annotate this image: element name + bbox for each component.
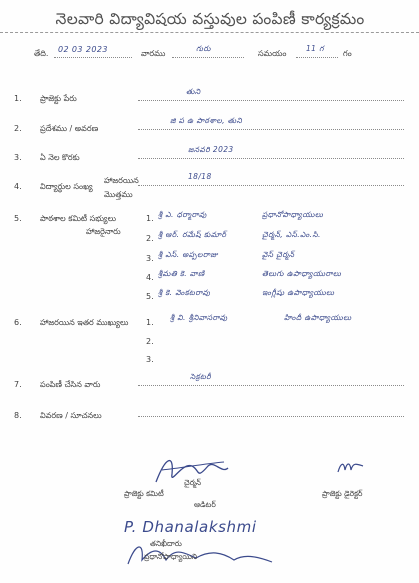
students-present-label: హాజరయిన — [104, 176, 139, 185]
students-total-label: మొత్తము — [104, 190, 133, 199]
row-number: 2. — [14, 124, 22, 133]
committee-member-role: చైర్మన్, ఎస్.ఎం.సి. — [262, 230, 321, 239]
row-label-remarks: వివరణ / సూచనలు — [40, 411, 102, 420]
form-title: నెలవారి విద్యావిషయ వస్తువుల పంపిణీ కార్యక్రమం — [55, 10, 365, 28]
row-number: 1. — [14, 94, 22, 103]
attendee-number: 1. — [146, 318, 154, 327]
month-field — [138, 147, 404, 159]
row-number: 8. — [14, 411, 22, 420]
committee-member-name: శ్రీ ఆర్. రమేష్ కుమార్ — [158, 230, 227, 239]
committee-member-number: 5. — [146, 292, 154, 301]
committee-member-number: 4. — [146, 273, 154, 282]
project-name-field — [138, 89, 404, 101]
committee-member-role: ప్రధానోపాధ్యాయులు — [262, 210, 324, 219]
committee-member-name: శ్రీమతి కె. వాణి — [158, 269, 205, 278]
committee-member-role: వైస్ చైర్మన్ — [262, 250, 295, 259]
committee-member-role: ఇంగ్లీషు ఉపాధ్యాయులు — [262, 288, 335, 297]
date-value: 02 03 2023 — [58, 45, 108, 54]
distributed-by-field — [138, 374, 404, 386]
committee-member-name: శ్రీ ఎస్. అప్పలరాజు — [158, 250, 218, 259]
row-label-venue: ప్రదేశము / అవరణ — [40, 124, 99, 133]
committee-member-name: శ్రీ ఎ. ధర్మారావు — [158, 210, 207, 219]
attendee-number: 3. — [146, 355, 154, 364]
month-value: జనవరి 2023 — [188, 145, 234, 154]
row-label-committee: పాఠశాల కమిటీ సభ్యులు — [40, 214, 117, 223]
row-number: 3. — [14, 153, 22, 162]
date-label: తేది. — [34, 49, 49, 58]
chairman-label: చైర్మన్ — [184, 478, 202, 487]
row-label-month: ఏ నెల కొరకు — [40, 153, 80, 162]
students-value: 18/18 — [188, 172, 212, 181]
day-value: గురు — [196, 44, 211, 53]
row-number: 4. — [14, 182, 22, 191]
time-label: సమయం — [258, 49, 287, 58]
attendee-role: హిందీ ఉపాధ్యాయులు — [284, 313, 352, 322]
committee-present-label: హాజరైనారు — [86, 227, 121, 236]
director-signature — [336, 460, 366, 474]
row-number: 7. — [14, 380, 22, 389]
row-number: 6. — [14, 318, 22, 327]
committee-label: ప్రాజెక్టు కమిటీ — [124, 489, 164, 498]
distributed-by-value: సెక్రటరీ — [190, 372, 212, 381]
day-label: వారము — [141, 49, 166, 58]
headmistress-designation: ప్రధానోపాధ్యాయిని — [144, 552, 198, 561]
committee-member-role: తెలుగు ఉపాధ్యాయురాలు — [262, 269, 342, 278]
inspector-designation: తనిఖీదారు — [150, 539, 182, 548]
project-name-value: తుని — [186, 87, 201, 96]
title-divider — [0, 32, 419, 33]
auditor-label: ఆడిటర్ — [194, 500, 216, 509]
committee-member-number: 2. — [146, 234, 154, 243]
director-label: ప్రాజెక్టు డైరెక్టర్ — [322, 489, 363, 498]
venue-value: జి ప ఉ పాఠశాల, తుని — [170, 116, 243, 125]
committee-member-name: శ్రీ కె. వెంకటరావు — [158, 288, 211, 297]
row-number: 5. — [14, 214, 22, 223]
row-label-students: విద్యార్థుల సంఖ్య — [40, 182, 93, 191]
handwritten-inspector-name: P. Dhanalakshmi — [124, 518, 257, 536]
students-field — [138, 174, 404, 186]
attendee-number: 2. — [146, 337, 154, 346]
committee-member-number: 3. — [146, 254, 154, 263]
attendee-name: శ్రీ వి. శ్రీనివాసరావు — [170, 313, 228, 322]
row-label-project-name: ప్రాజెక్టు పేరు — [40, 94, 77, 103]
time-value: 11 గ — [306, 44, 324, 53]
time-suffix: గం — [343, 49, 352, 58]
row-label-distributed-by: పంపిణీ చేసిన వారు — [40, 380, 101, 389]
remarks-field — [138, 405, 404, 417]
row-label-other-attendees: హాజరయిన ఇతర ముఖ్యులు — [40, 318, 129, 327]
committee-member-number: 1. — [146, 214, 154, 223]
